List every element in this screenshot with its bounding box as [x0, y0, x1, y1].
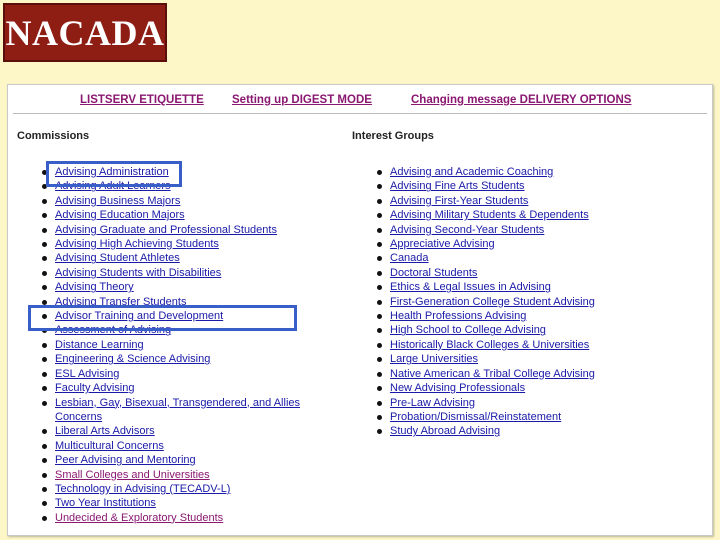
list-item — [41, 439, 321, 453]
commission-link[interactable]: Advisor Training and Development — [55, 310, 224, 323]
list-item — [41, 323, 321, 337]
commission-link[interactable]: Peer Advising and Mentoring — [55, 454, 196, 467]
list-item — [41, 381, 321, 395]
list-item — [41, 280, 321, 294]
list-item — [376, 295, 706, 309]
list-item — [376, 309, 706, 323]
list-item — [41, 179, 321, 193]
commission-link[interactable]: Distance Learning — [55, 338, 144, 351]
commission-link[interactable]: Advising Education Majors — [55, 209, 185, 222]
list-item — [41, 424, 321, 438]
interest-group-link[interactable]: Historically Black Colleges & Universities — [390, 338, 590, 351]
commission-link[interactable]: Liberal Arts Advisors — [55, 425, 155, 438]
list-item — [376, 381, 706, 395]
commission-link[interactable]: Advising High Achieving Students — [55, 238, 219, 251]
commission-link[interactable]: Two Year Institutions — [55, 497, 156, 510]
commission-link[interactable]: Advising Adult Learners — [55, 180, 171, 193]
interest-group-link[interactable]: Advising Fine Arts Students — [390, 180, 525, 193]
interest-group-link[interactable]: First-Generation College Student Advising — [390, 295, 595, 308]
list-item — [41, 352, 321, 366]
commission-link[interactable]: Technology in Advising (TECADV-L) — [55, 482, 231, 495]
interest-group-link[interactable]: New Advising Professionals — [390, 382, 526, 395]
commissions-list — [41, 165, 321, 525]
interest-group-link[interactable]: Advising Second-Year Students — [390, 223, 545, 236]
list-item — [376, 410, 706, 424]
interest-group-link[interactable]: Large Universities — [390, 353, 479, 366]
commission-link[interactable]: Advising Transfer Students — [55, 295, 187, 308]
commissions-heading: Commissions — [17, 130, 90, 142]
commission-link[interactable]: Faculty Advising — [55, 382, 135, 395]
interest-group-link[interactable]: Ethics & Legal Issues in Advising — [390, 281, 551, 294]
list-item — [376, 251, 706, 265]
list-item — [376, 424, 706, 438]
list-item — [41, 194, 321, 208]
commission-link[interactable]: Engineering & Science Advising — [55, 353, 211, 366]
nacada-logo — [3, 3, 167, 62]
commission-link[interactable]: Multicultural Concerns — [55, 439, 164, 452]
interest-groups-heading: Interest Groups — [352, 130, 434, 142]
interest-group-link[interactable]: Advising First-Year Students — [390, 194, 529, 207]
list-item — [376, 237, 706, 251]
interest-group-link[interactable]: High School to College Advising — [390, 324, 546, 337]
interest-group-link[interactable]: Doctoral Students — [390, 266, 478, 279]
digest-mode-link[interactable]: Setting up DIGEST MODE — [232, 94, 372, 106]
interest-group-link[interactable]: Advising Military Students & Dependents — [390, 209, 589, 222]
list-item — [41, 295, 321, 309]
list-item — [41, 453, 321, 467]
commission-link[interactable]: Undecided & Exploratory Students — [55, 511, 224, 524]
list-item — [41, 367, 321, 381]
interest-groups-list — [376, 165, 706, 439]
commission-link[interactable]: Lesbian, Gay, Bisexual, Transgendered, and Allies Concerns — [55, 396, 301, 423]
list-item — [376, 338, 706, 352]
list-item — [41, 223, 321, 237]
top-links-bar — [8, 94, 712, 108]
interest-group-link[interactable]: Appreciative Advising — [390, 238, 495, 251]
list-item — [376, 396, 706, 410]
commission-link[interactable]: Advising Student Athletes — [55, 252, 180, 265]
divider — [13, 113, 707, 114]
interest-group-link[interactable]: Native American & Tribal College Advising — [390, 367, 595, 380]
list-item — [41, 251, 321, 265]
commission-link[interactable]: Advising Business Majors — [55, 194, 181, 207]
list-item — [376, 367, 706, 381]
list-item — [376, 352, 706, 366]
interest-group-link[interactable]: Pre-Law Advising — [390, 396, 475, 409]
commission-link[interactable]: Assessment of Advising — [55, 324, 172, 337]
list-item — [376, 223, 706, 237]
listserv-panel — [7, 84, 713, 536]
list-item — [41, 482, 321, 496]
list-item — [376, 179, 706, 193]
list-item — [376, 266, 706, 280]
list-item — [376, 323, 706, 337]
list-item — [41, 468, 321, 482]
list-item — [376, 194, 706, 208]
interest-group-link[interactable]: Health Professions Advising — [390, 310, 527, 323]
list-item — [41, 266, 321, 280]
list-item — [41, 338, 321, 352]
interest-group-link[interactable]: Advising and Academic Coaching — [390, 166, 554, 178]
list-item — [376, 165, 706, 179]
list-item — [41, 511, 321, 525]
list-item — [41, 396, 321, 425]
delivery-options-link[interactable]: Changing message DELIVERY OPTIONS — [411, 94, 632, 106]
interest-group-link[interactable]: Study Abroad Advising — [390, 425, 501, 438]
logo-text: NACADA — [5, 12, 165, 53]
list-item — [41, 496, 321, 510]
list-item — [41, 165, 321, 179]
list-item — [41, 309, 321, 323]
list-item — [41, 237, 321, 251]
interest-group-link[interactable]: Probation/Dismissal/Reinstatement — [390, 410, 562, 423]
interest-group-link[interactable]: Canada — [390, 252, 429, 265]
commission-link[interactable]: Advising Graduate and Professional Students — [55, 223, 277, 236]
commission-link[interactable]: Advising Students with Disabilities — [55, 266, 222, 279]
commission-link[interactable]: Advising Theory — [55, 281, 134, 294]
listserv-etiquette-link[interactable]: LISTSERV ETIQUETTE — [80, 94, 204, 106]
commission-link[interactable]: Small Colleges and Universities — [55, 468, 210, 481]
list-item — [41, 208, 321, 222]
commission-link[interactable]: Advising Administration — [55, 166, 169, 178]
commission-link[interactable]: ESL Advising — [55, 367, 120, 380]
list-item — [376, 280, 706, 294]
list-item — [376, 208, 706, 222]
